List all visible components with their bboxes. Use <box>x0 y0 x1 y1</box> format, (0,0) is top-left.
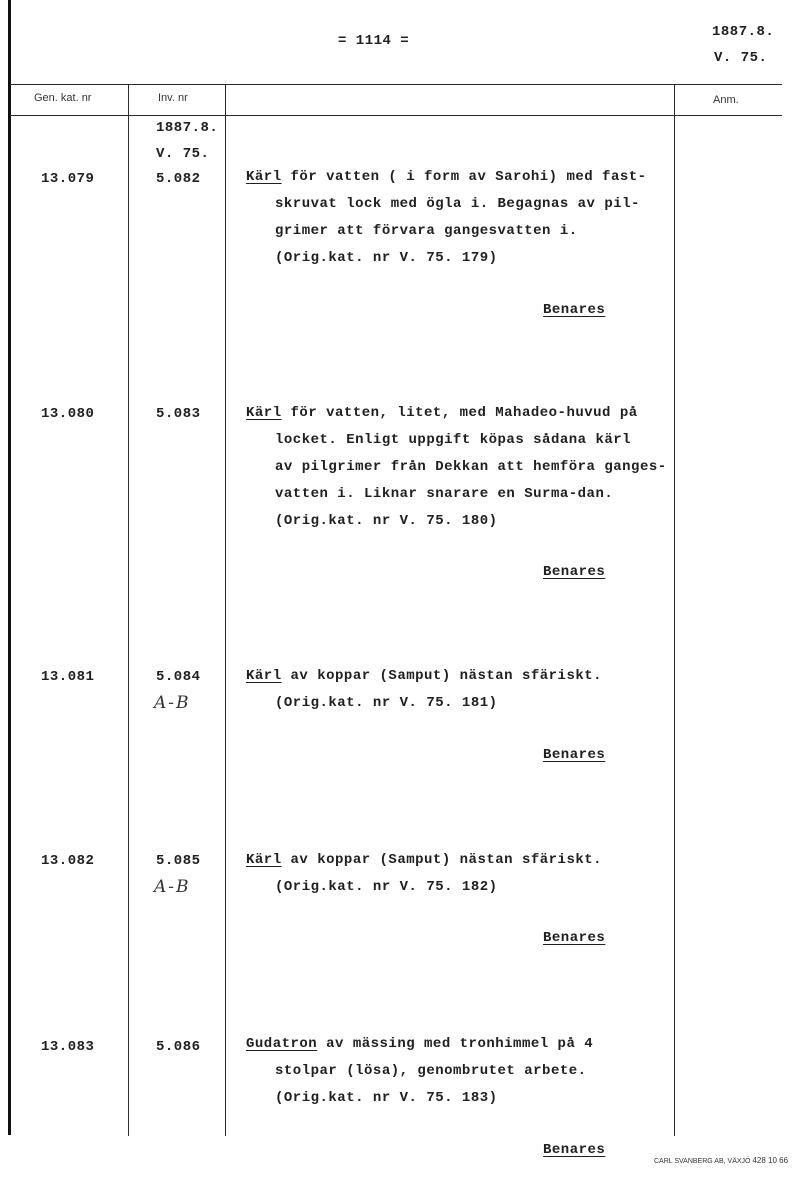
gen-kat-number: 13.082 <box>41 853 95 869</box>
description-line: Kärl för vatten ( i form av Sarohi) med fast- <box>246 169 647 185</box>
description-line: (Orig.kat. nr V. 75. 183) <box>275 1090 498 1106</box>
header-rule-bottom <box>10 115 782 116</box>
inv-number: 5.083 <box>156 406 201 422</box>
entry-description <box>246 164 647 272</box>
description-line: locket. Enligt uppgift köpas sådana kärl <box>275 432 632 448</box>
description-line: grimer att förvara gangesvatten i. <box>275 223 578 239</box>
column-divider-1 <box>128 84 129 1136</box>
description-line: (Orig.kat. nr V. 75. 181) <box>275 695 498 711</box>
inv-number: 5.084 <box>156 669 201 685</box>
description-line: (Orig.kat. nr V. 75. 182) <box>275 879 498 895</box>
printer-imprint: CARL SVANBERG AB, VÄXJÖ 428 10 66 <box>654 1156 789 1165</box>
description-line: Kärl för vatten, litet, med Mahadeo-huvud på <box>246 405 638 421</box>
handwritten-note: A-B <box>154 877 191 897</box>
inv-ref-volume: V. 75. <box>156 146 210 162</box>
handwritten-note: A-B <box>154 693 191 713</box>
place-label: Benares <box>543 930 606 946</box>
left-margin-bar <box>8 0 11 1135</box>
gen-kat-number: 13.079 <box>41 171 95 187</box>
gen-kat-number: 13.080 <box>41 406 95 422</box>
description-line: skruvat lock med ögla i. Begagnas av pil- <box>275 196 640 212</box>
description-line: av pilgrimer från Dekkan att hemföra ganges- <box>275 459 667 475</box>
object-term: Gudatron <box>246 1036 318 1052</box>
object-term: Kärl <box>246 405 282 421</box>
entry-description <box>246 663 602 717</box>
inv-number: 5.086 <box>156 1039 201 1055</box>
page-number: = 1114 = <box>338 33 410 49</box>
object-term: Kärl <box>246 852 282 868</box>
inv-number: 5.085 <box>156 853 201 869</box>
entry-description <box>246 847 602 901</box>
entry-description <box>246 1031 593 1112</box>
place-label: Benares <box>543 1142 606 1158</box>
description-line: vatten i. Liknar snarare en Surma-dan. <box>275 486 614 502</box>
place-label: Benares <box>543 302 606 318</box>
place-label: Benares <box>543 564 606 580</box>
inv-ref-year: 1887.8. <box>156 120 219 136</box>
inv-number: 5.082 <box>156 171 201 187</box>
gen-kat-number: 13.083 <box>41 1039 95 1055</box>
header-ref-volume: V. 75. <box>714 50 768 66</box>
description-line: (Orig.kat. nr V. 75. 179) <box>275 250 498 266</box>
object-term: Kärl <box>246 169 282 185</box>
description-line: Kärl av koppar (Samput) nästan sfäriskt. <box>246 852 603 868</box>
description-line: Kärl av koppar (Samput) nästan sfäriskt. <box>246 668 603 684</box>
column-divider-3 <box>674 84 675 1136</box>
description-line: Gudatron av mässing med tronhimmel på 4 <box>246 1036 594 1052</box>
column-header-gen-kat: Gen. kat. nr <box>34 92 92 104</box>
place-label: Benares <box>543 747 606 763</box>
description-line: (Orig.kat. nr V. 75. 180) <box>275 513 498 529</box>
column-header-anm: Anm. <box>713 94 739 106</box>
entry-description <box>246 400 667 535</box>
column-header-inv: Inv. nr <box>158 92 188 104</box>
header-rule-top <box>10 84 782 85</box>
object-term: Kärl <box>246 668 282 684</box>
description-line: stolpar (lösa), genombrutet arbete. <box>275 1063 587 1079</box>
column-divider-2 <box>225 84 226 1136</box>
gen-kat-number: 13.081 <box>41 669 95 685</box>
header-ref-year: 1887.8. <box>712 24 775 40</box>
